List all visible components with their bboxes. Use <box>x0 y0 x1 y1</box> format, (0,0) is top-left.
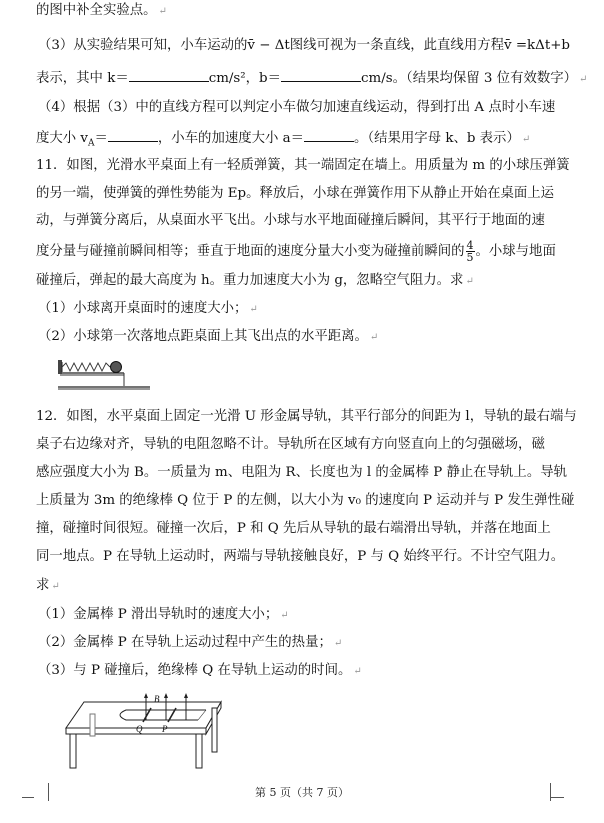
u-rail-table-figure <box>56 690 236 772</box>
fraction-four-fifths: $\frac{4}{5}$ <box>466 239 474 264</box>
line-1: 的图中补全实验点。 ↵ <box>36 3 167 18</box>
line-4: （4）根据（3）中的直线方程可以判定小车做匀加速直线运动，得到打出 A 点时小车速 <box>38 100 556 115</box>
label-q: Q <box>136 724 143 734</box>
q12-part-2: （2）金属棒 P 在导轨上运动过程中产生的热量； ↵ <box>38 635 343 650</box>
line-3: 表示，其中 k＝ cm/s²，b＝ cm/s。（结果均保留 3 位有效数字） ↵ <box>36 68 587 89</box>
blank-k[interactable] <box>129 68 209 82</box>
blank-b[interactable] <box>281 68 361 82</box>
label-p: P <box>162 724 168 734</box>
q11-line-3: 动，与弹簧分离后，从桌面水平飞出。小球与水平地面碰撞后瞬间，其平行于地面的速 <box>36 213 545 228</box>
label-b: B <box>154 694 160 704</box>
spring-table-figure <box>58 356 150 392</box>
q11-line-2: 的另一端，使弹簧的弹性势能为 Ep。释放后，小球在弹簧作用下从静止开始在桌面上运 <box>36 186 555 201</box>
line-2: （3）从实验结果可知，小车运动的v̄ − Δt图线可视为一条直线，此直线用方程v̄ =kΔt+b <box>38 38 570 53</box>
q11-part-2: （2）小球第一次落地点距桌面上其飞出点的水平距离。 ↵ <box>38 329 379 344</box>
page-footer: 第 5 页（共 7 页） <box>255 786 349 799</box>
q12-part-3: （3）与 P 碰撞后，绝缘棒 Q 在导轨上运动的时间。 ↵ <box>38 663 362 678</box>
blank-va[interactable] <box>108 128 158 142</box>
q12-line-4: 上质量为 3m 的绝缘棒 Q 位于 P 的左侧，以大小为 v₀ 的速度向 P 运动并与 P 发生弹性碰 <box>36 493 575 508</box>
line-5: 度大小 $v_A=$ ，小车的加速度大小 a＝ 。（结果用字母 k、b 表示） ↵ <box>36 128 530 153</box>
q11-part-1: （1）小球离开桌面时的速度大小； ↵ <box>38 301 258 316</box>
q12-line-3: 感应强度大小为 B。一质量为 m、电阻为 R、长度也为 l 的金属棒 P 静止在导轨上。导轨 <box>36 465 567 480</box>
q12-line-1: 12．如图，水平桌面上固定一光滑 U 形金属导轨，其平行部分的间距为 l，导轨的最右端与 <box>36 409 577 424</box>
q12-line-5: 撞，碰撞时间很短。碰撞一次后，P 和 Q 先后从导轨的最右端滑出导轨，并落在地面上 <box>36 521 551 536</box>
blank-a[interactable] <box>304 128 354 142</box>
q12-line-2: 桌子右边缘对齐，导轨的电阻忽略不计。导轨所在区域有方向竖直向上的匀强磁场，磁 <box>36 437 545 452</box>
q12-line-7: 求 ↵ <box>36 578 60 593</box>
q12-line-6: 同一地点。P 在导轨上运动时，两端与导轨接触良好，P 与 Q 始终平行。不计空气阻力。 <box>36 549 565 564</box>
q12-part-1: （1）金属棒 P 滑出导轨时的速度大小； ↵ <box>38 607 289 622</box>
q11-line-4: 度分量与碰撞前瞬间相等；垂直于地面的速度分量大小变为碰撞前瞬间的 $\frac{4}{5}$ 。小球与地面 <box>36 239 556 264</box>
q11-line-1: 11．如图，光滑水平桌面上有一轻质弹簧，其一端固定在墙上。用质量为 m 的小球压弹簧 <box>36 158 570 173</box>
q11-line-5: 碰撞后，弹起的最大高度为 h。重力加速度大小为 g，忽略空气阻力。求 ↵ <box>36 273 474 288</box>
